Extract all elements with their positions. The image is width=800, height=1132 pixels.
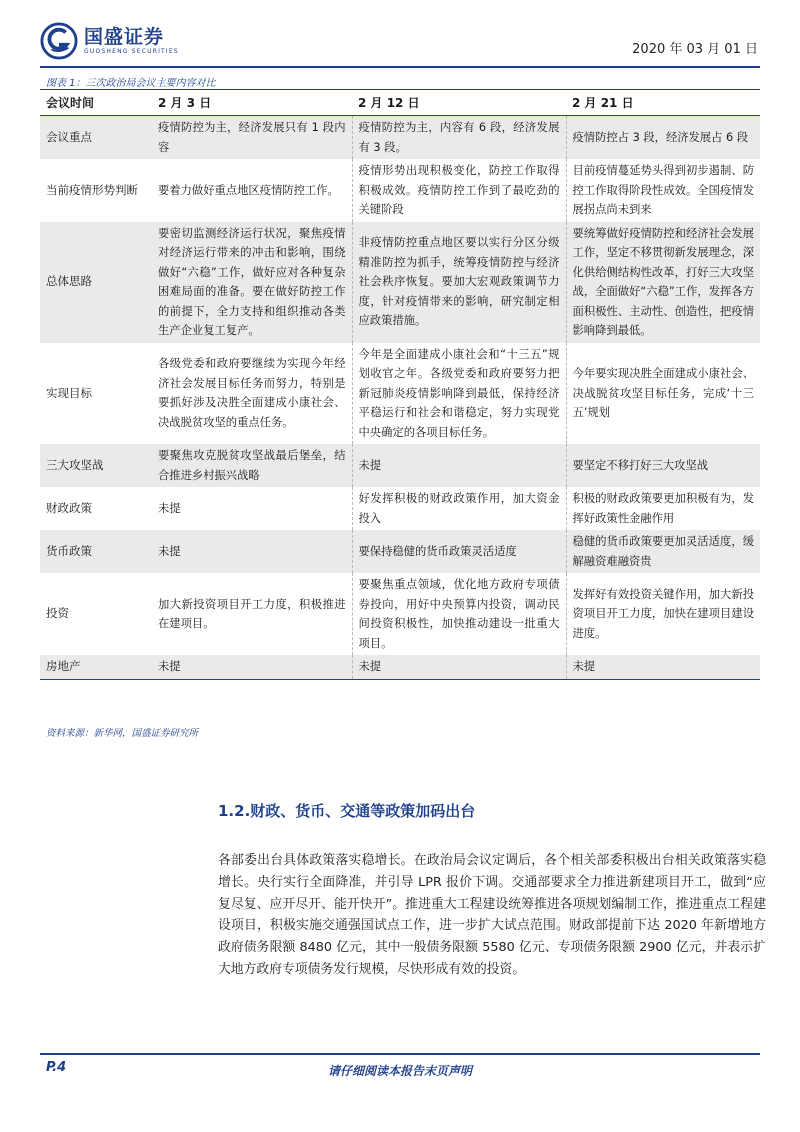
logo-english-name: GUOSHENG SECURITIES — [84, 48, 179, 55]
row-label: 货币政策 — [40, 530, 152, 573]
table-cell: 要保持稳健的货币政策灵活适度 — [352, 530, 566, 573]
table-cell: 疫情形势出现积极变化，防控工作取得积极成效。疫情防控工作到了最吃劲的关键阶段 — [352, 159, 566, 222]
table-cell: 好发挥积极的财政政策作用，加大资金投入 — [352, 487, 566, 530]
guosheng-logo-icon — [40, 22, 78, 60]
table-cell: 稳健的货币政策要更加灵活适度，缓解融资难融资贵 — [566, 530, 760, 573]
table-cell: 要坚定不移打好三大攻坚战 — [566, 444, 760, 487]
table-cell: 疫情防控为主，经济发展只有 1 段内容 — [152, 116, 352, 160]
table-cell: 要统筹做好疫情防控和经济社会发展工作，坚定不移贯彻新发展理念，深化供给侧结构性改革，打好三大攻坚战，全面做好“六稳”工作，发挥各方面积极性、主动性、创造性，把疫情影响降到最低。 — [566, 222, 760, 343]
row-label: 房地产 — [40, 655, 152, 679]
table-cell: 非疫情防控重点地区要以实行分区分级精准防控为抓手，统筹疫情防控与经济社会秩序恢复。要加大宏观政策调节力度，针对疫情带来的影响，研究制定相应政策措施。 — [352, 222, 566, 343]
row-label: 投资 — [46, 606, 69, 621]
table-cell: 发挥好有效投资关键作用，加大新投资项目开工力度，加快在建项目建设进度。 — [566, 573, 760, 655]
table-cell: 未提 — [352, 444, 566, 487]
footer-disclaimer: 请仔细阅读本报告末页声明 — [327, 1064, 472, 1078]
section-body-paragraph: 各部委出台具体政策落实稳增长。在政治局会议定调后，各个相关部委积极出台相关政策落实稳增长。央行实行全面降准，并引导 LPR 报价下调。交通部要求全力推进新建项目开工，做到“应复尽复、应开尽开、能开快开”。推进重大工程建设统筹推进各项规划编制工作，推进重点工程建设项目，积极实施交通强国试点工作，进一步扩大试点范围。财政部提前下达 2020 年新增地方政府债务限额 8480 亿元，其中一般债务限额 5580 亿元、专项债务限额 2900 亿元，并表示扩大地方政府专项债务发行规模，尽快形成有效的投资。 — [218, 853, 766, 977]
table-cell: 积极的财政政策要更加积极有为，发挥好政策性金融作用 — [566, 487, 760, 530]
table-cell: 未提 — [352, 655, 566, 679]
table-cell: 目前疫情蔓延势头得到初步遏制、防控工作取得阶段性成效。全国疫情发展拐点尚未到来 — [566, 159, 760, 222]
meeting-comparison-table — [40, 90, 760, 680]
table-row — [40, 487, 760, 530]
table-cell: 今年是全面建成小康社会和“十三五”规划收官之年。各级党委和政府要努力把新冠肺炎疫情影响降到最低，保持经济平稳运行和社会和谐稳定，努力实现党中央确定的各项目标任务。 — [352, 343, 566, 445]
footer-divider — [40, 1053, 760, 1055]
table-cell: 各级党委和政府要继续为实现今年经济社会发展目标任务而努力，特别是要抓好涉及决胜全面建成小康社会、决战脱贫攻坚的重点任务。 — [158, 357, 346, 429]
column-header-feb-21: 2 月 21 日 — [566, 90, 760, 116]
table-row — [40, 222, 760, 343]
table-cell: 加大新投资项目开工力度，积极推进在建项目。 — [158, 597, 346, 630]
row-label: 三大攻坚战 — [40, 444, 152, 487]
row-label: 实现目标 — [46, 385, 92, 400]
table-cell: 疫情防控为主，内容有 6 段，经济发展有 3 段。 — [352, 116, 566, 160]
table-cell: 要密切监测经济运行状况，聚焦疫情对经济运行带来的冲击和影响，围绕做好“六稳”工作，做好应对各种复杂困难局面的准备。要在做好防控工作的前提下，全力支持和组织推动各类生产企业复工复产。 — [152, 222, 352, 343]
table-cell: 疫情防控占 3 段，经济发展占 6 段 — [566, 116, 760, 160]
table-row — [40, 159, 760, 222]
page-number: P.4 — [46, 1060, 67, 1075]
logo-chinese-name: 国盛证券 — [84, 26, 165, 48]
section-heading: 1.2.财政、货币、交通等政策加码出台 — [218, 802, 476, 820]
table-cell: 未提 — [152, 655, 352, 679]
table-cell: 未提 — [152, 530, 352, 573]
table-row — [40, 444, 760, 487]
table-cell: 要着力做好重点地区疫情防控工作。 — [158, 183, 339, 197]
table-header-row — [40, 90, 760, 116]
table-caption: 图表 1：三次政治局会议主要内容对比 — [46, 78, 216, 89]
column-header-meeting-time: 会议时间 — [40, 90, 152, 116]
table-cell: 未提 — [158, 501, 181, 515]
table-cell: 要聚焦重点领域，优化地方政府专项债券投向，用好中央预算内投资，调动民间投资积极性，加快推动建设一批重大项目。 — [352, 573, 566, 655]
row-label: 财政政策 — [46, 500, 92, 515]
table-cell: 要聚焦攻克脱贫攻坚战最后堡垒，结合推进乡村振兴战略 — [152, 444, 352, 487]
report-date: 2020 年 03 月 01 日 — [632, 42, 758, 57]
table-row — [40, 655, 760, 679]
column-header-feb-12: 2 月 12 日 — [352, 90, 566, 116]
column-header-feb-3: 2 月 3 日 — [152, 90, 352, 116]
table-row — [40, 573, 760, 655]
table-row — [40, 530, 760, 573]
table-cell: 今年要实现决胜全面建成小康社会、决战脱贫攻坚目标任务，完成‘十三五’规划 — [566, 343, 760, 445]
table-cell: 未提 — [566, 655, 760, 679]
page-header — [40, 18, 760, 68]
header-divider — [40, 66, 760, 68]
table-source-note: 资料来源：新华网，国盛证券研究所 — [46, 728, 199, 739]
row-label: 会议重点 — [40, 116, 152, 160]
company-logo — [40, 22, 179, 60]
table-row — [40, 116, 760, 160]
row-label: 总体思路 — [40, 222, 152, 343]
row-label: 当前疫情形势判断 — [46, 182, 138, 197]
table-row — [40, 343, 760, 445]
